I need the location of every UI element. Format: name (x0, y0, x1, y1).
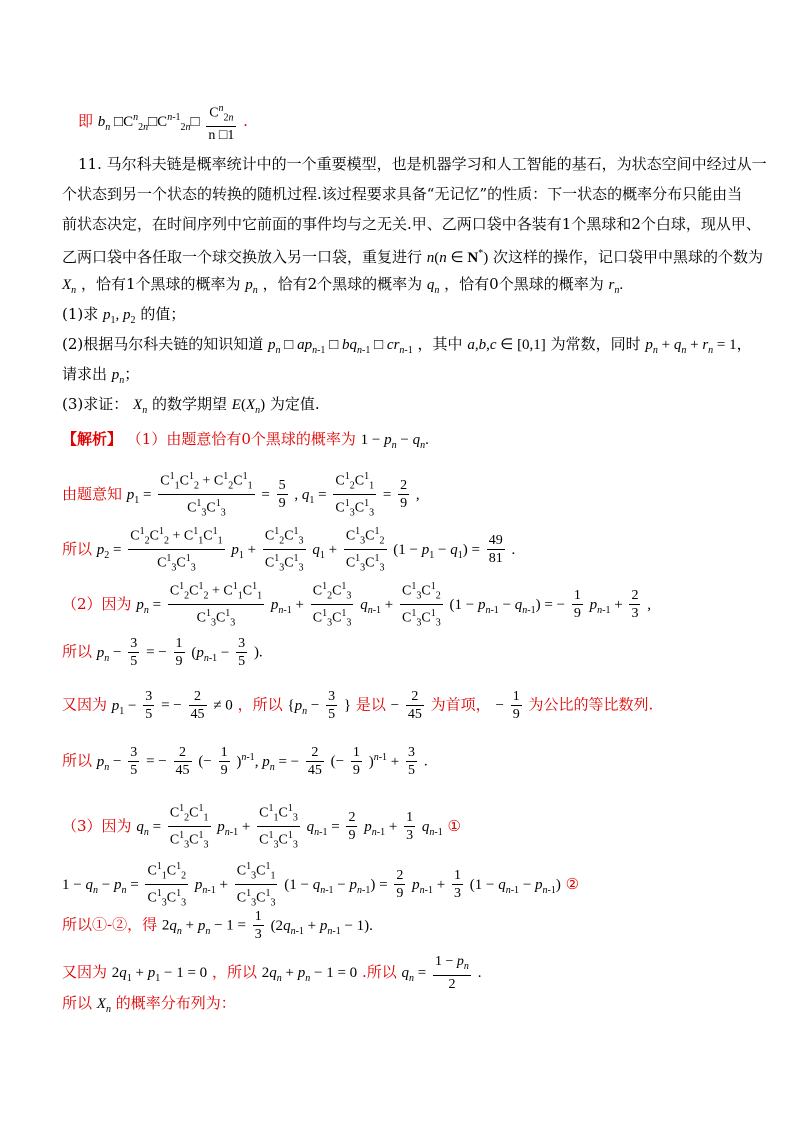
problem-line-2: 个状态到另一个状态的转换的随机过程.该过程要求具备“无记忆”的性质：下一状态的概率分布只能由当 (62, 185, 743, 203)
solution-eq2: $1 - q_n - p_n$ = $\frac{C^1_1C^1_2}{C^1_3C^1_3}$ $p_{n-1}$ + $\frac{C^1_3C^1_1}{C^1_3C^1_3}$ $(1 - q_{n-1} - p_{n-1})$ = $\frac{2}{9}$ $p_{n-1}$ + $\frac{1}{3}$ $(1 - q_{n-1} - p_{n-1})$ ② (62, 858, 740, 912)
solution-subtract: 所以①-②，得 $2q_n + p_n - 1$ = $\frac{1}{3}$ $(2q_{n-1} + p_{n-1} - 1)$. (62, 909, 373, 942)
question-3: (3)求证： $X_n$ 的数学期望 $E(X_n)$ 为定值. (62, 395, 320, 416)
bn-line: 即 $b_n$ $□C^n_{2n}□C^{n-1}_{2n}□$ $\frac{C^n_{2n}}{n □1}$ . (78, 100, 740, 144)
solution-qn: 又因为 $2q_1 + p_1 - 1 = 0$ ，所以 $2q_n + p_n - 1 = 0$ .所以 $q_n$ = $\frac{1 - p_n}{2}$ . (62, 954, 482, 992)
solution-tag: 【解析】 (62, 430, 123, 448)
solution-p2: 所以 $p_2$ = $\frac{C^1_2C^1_2 + C^1_1C^1_1}{C^1_3C^1_3}$ $p_1$ + $\frac{C^1_2C^1_3}{C^1_3C^1_3}$ $q_1$ + $\frac{C^1_3C^1_2}{C^1_3C^1_3}$ $(1 - p_1 - q_1)$ = $\frac{49}{81}$ . (62, 523, 740, 577)
question-2: (2)根据马尔科夫链的知识知道 $p_n$ □ $ap_{n-1}$ □ $bq_{n-1}$ □ $cr_{n-1}$ ，其中 a,b,c ∈ [0,1] 为常数，同时 $p_n + q_n + r_n = 1$， (62, 335, 752, 356)
problem-number: 11. (78, 155, 102, 173)
solution-part-2: （2）因为 $p_n$ = $\frac{C^1_2C^1_2 + C^1_1C^1_1}{C^1_3C^1_3}$ $p_{n-1}$ + $\frac{C^1_2C^1_3}{C^1_3C^1_3}$ $q_{n-1}$ + $\frac{C^1_3C^1_2}{C^1_3C^1_3}$ $(1 - p_{n-1} - q_{n-1})$ = − $\frac{1}{9}$ $p_{n-1}$ + $\frac{2}{3}$ , (62, 578, 740, 632)
problem-line-5: $X_n$ ，恰有1个黑球的概率为 $p_n$ ，恰有2个黑球的概率为 $q_n$ ，恰有0个黑球的概率为 $r_n$. (62, 275, 624, 296)
problem-line-1: 11. 马尔科夫链是概率统计中的一个重要模型，也是机器学习和人工智能的基石，为状态空间中经过从一 (78, 155, 767, 173)
solution-geometric: 又因为 $p_1$ − $\frac{3}{5}$ = − $\frac{2}{45}$ ≠ 0 ，所以 {$p_n$ − $\frac{3}{5}$ } 是以 − $\frac{2}{45}$ 为首项， − $\frac{1}{9}$ 为公比的等比数列. (62, 689, 654, 722)
question-1: (1)求 $p_1$, $p_2$ 的值； (62, 305, 186, 326)
solution-part-3: （3）因为 $q_n$ = $\frac{C^1_2C^1_1}{C^1_3C^1_3}$ $p_{n-1}$ + $\frac{C^1_1C^1_3}{C^1_3C^1_3}$ $q_{n-1}$ = $\frac{2}{9}$ $p_{n-1}$ + $\frac{1}{3}$ $q_{n-1}$ ① (62, 800, 740, 854)
bn-lead: 即 (78, 112, 94, 131)
solution-distribution: 所以 $X_n$ 的概率分布列为： (62, 994, 236, 1015)
solution-given: 由题意知 $p_1$ = $\frac{C^1_1C^1_2 + C^1_2C^1_1}{C^1_3C^1_3}$ = $\frac{5}{9}$ , $q_1$ = $\frac{C^1_2C^1_1}{C^1_3C^1_3}$ = $\frac{2}{9}$ , (62, 468, 740, 522)
problem-line-4: 乙两口袋中各任取一个球交换放入另一口袋，重复进行 n(n ∈ N*) 次这样的操作，记口袋甲中黑球的个数为 (62, 248, 764, 266)
solution-part-1: 【解析】 （1）由题意恰有0个黑球的概率为 $1 - p_n - q_n$. (62, 430, 429, 451)
problem-line-3: 前状态决定，在时间序列中它前面的事件均与之无关.甲、乙两口袋中各装有1个黑球和2个白球，现从甲、 (62, 215, 761, 233)
bn-fraction: $\frac{C^n_{2n}}{n □1}$ (206, 100, 236, 144)
solution-recurrence: 所以 $p_n$ − $\frac{3}{5}$ = − $\frac{1}{9}$ ($p_{n-1}$ − $\frac{3}{5}$ ). (62, 636, 263, 669)
solution-pn: 所以 $p_n$ − $\frac{3}{5}$ = − $\frac{2}{45}$ (− $\frac{1}{9}$ )$^{n-1}$, $p_n$ = − $\frac{2}{45}$ (− $\frac{1}{9}$ )$^{n-1}$ + $\frac{3}{5}$ . (62, 745, 428, 778)
question-2-line-2: 请求出 $p_n$； (62, 365, 140, 386)
